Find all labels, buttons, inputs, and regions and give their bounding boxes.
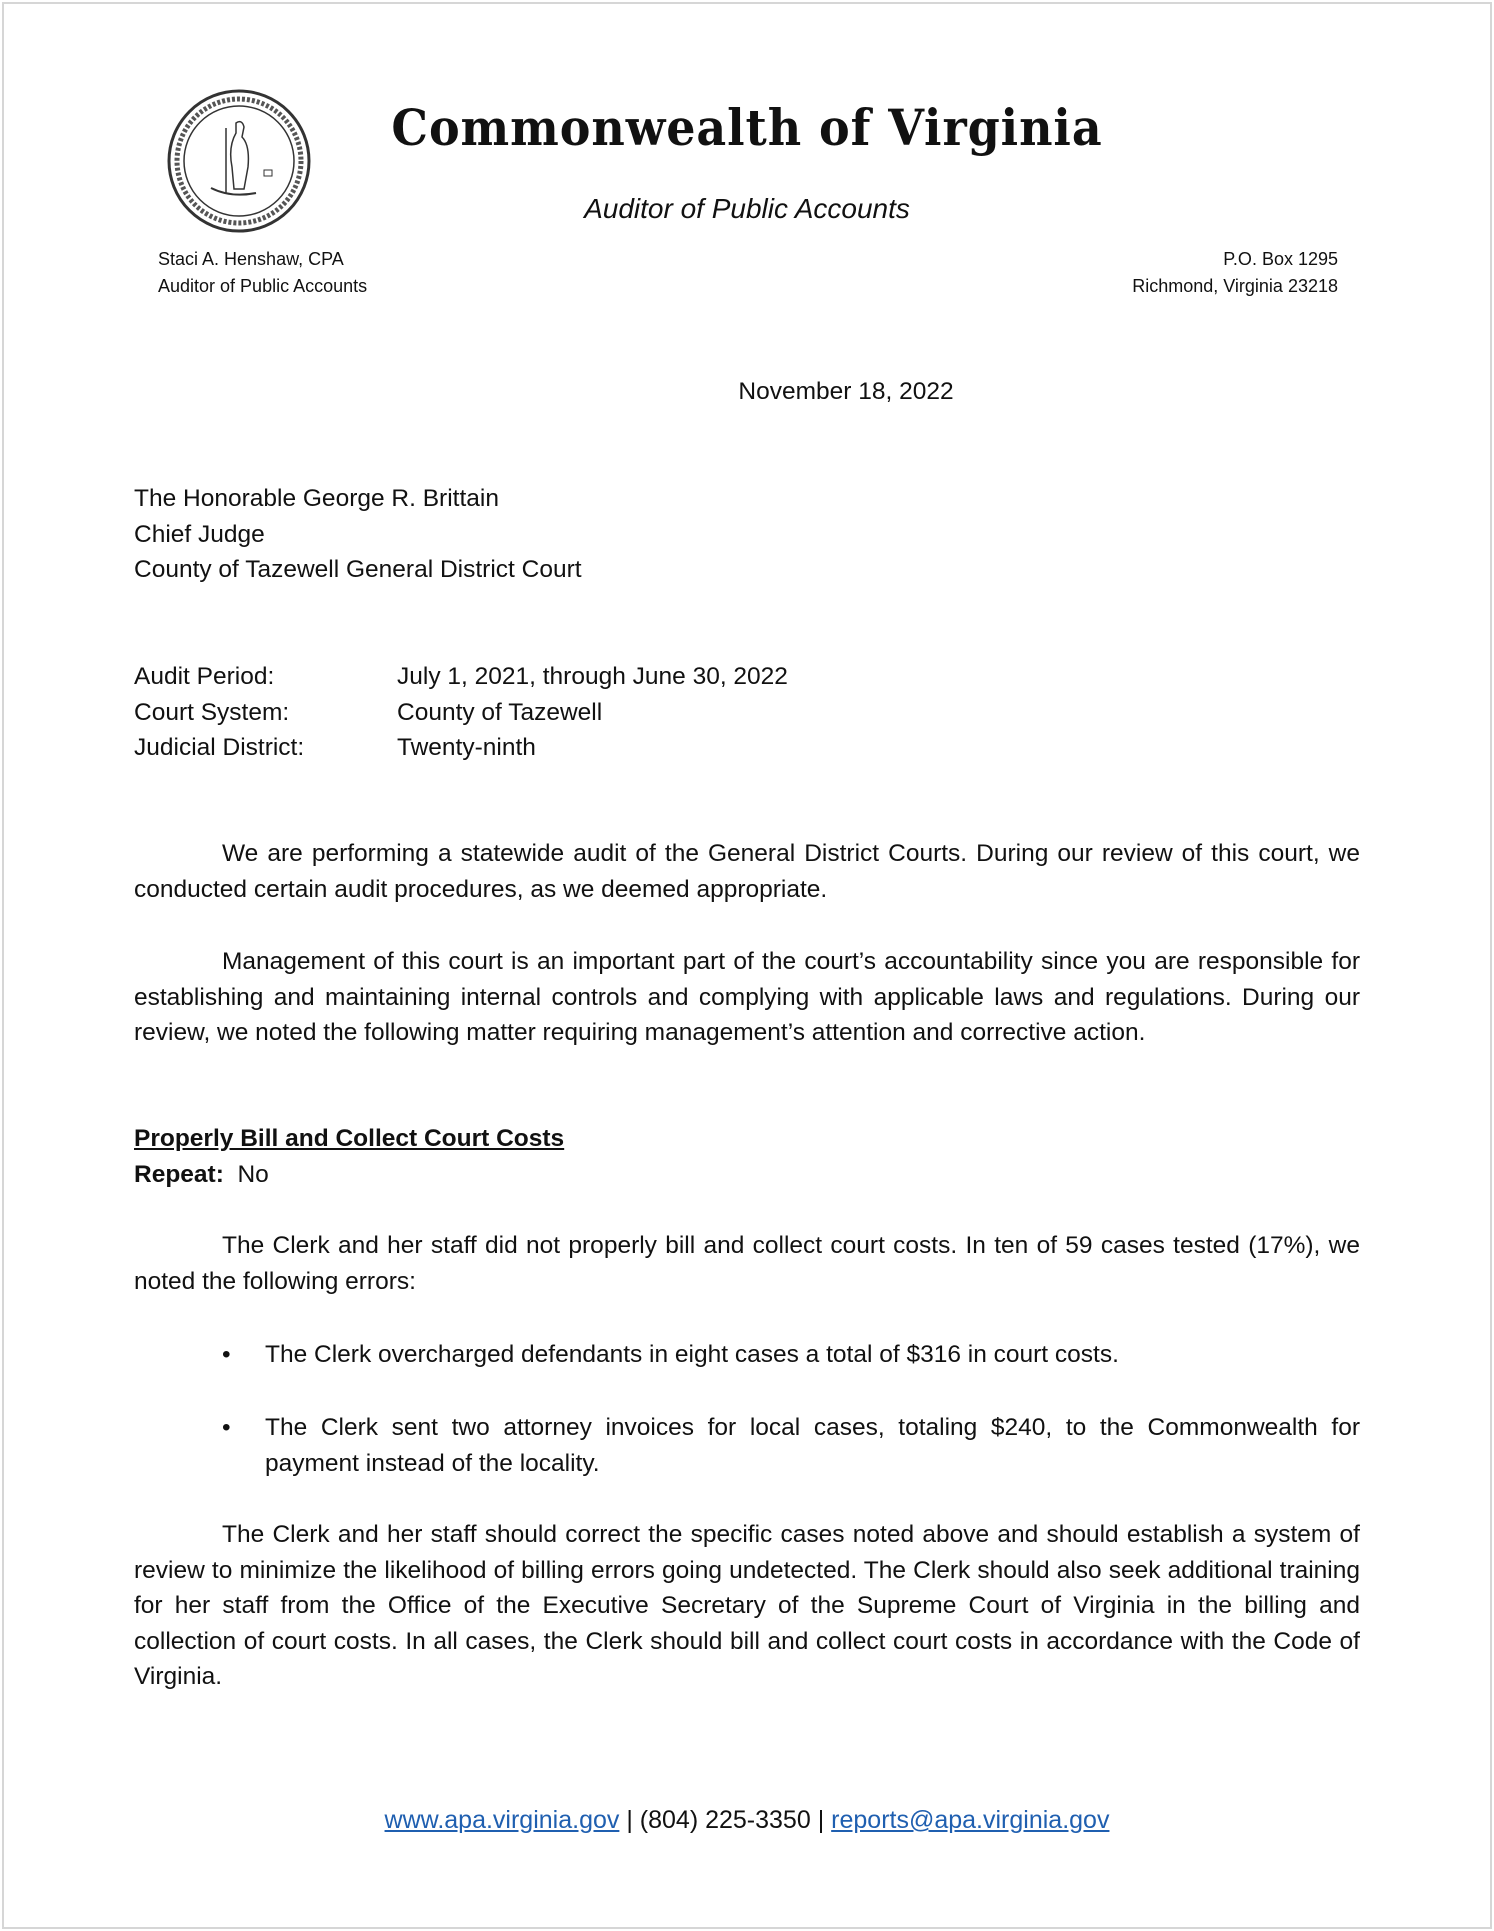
addressee-title: Chief Judge (134, 520, 265, 548)
label: Court System: (134, 698, 290, 726)
finding-heading: Properly Bill and Collect Court Costs (134, 1125, 565, 1152)
addressee-block (134, 481, 582, 588)
letterhead-subtitle: Auditor of Public Accounts (584, 193, 910, 224)
letterhead-title: Commonwealth of Virginia (391, 98, 1103, 157)
separator: | (817, 1806, 825, 1834)
court-system-row (134, 695, 788, 731)
letter-date: November 18, 2022 (738, 378, 954, 405)
website-link[interactable]: www.apa.virginia.gov (384, 1806, 620, 1834)
footer (0, 1806, 1494, 1835)
bullet-icon: • (222, 1414, 231, 1441)
auditor-block (158, 246, 367, 300)
bullet-icon: • (222, 1341, 231, 1368)
management-paragraph: Management of this court is an important part of the court’s accountability since you are responsible for establishing and maintaining internal controls and complying with applicable laws and regulations. During our review, we noted the following matter requiring management’s attention and corrective action. (134, 948, 1360, 1046)
finding-header (134, 1121, 564, 1192)
auditor-title: Auditor of Public Accounts (158, 276, 368, 296)
address-block (1132, 246, 1338, 300)
label: Judicial District: (134, 734, 305, 761)
value: County of Tazewell (397, 698, 603, 726)
label: Audit Period: (134, 663, 275, 690)
audit-info (134, 659, 788, 766)
intro-paragraph: We are performing a statewide audit of the General District Courts. During our review of this court, we conducted certain audit procedures, as we deemed appropriate. (134, 840, 1360, 903)
repeat-value: No (237, 1160, 269, 1188)
bullet-item: The Clerk overcharged defendants in eight cases a total of $316 in court costs. (265, 1341, 1119, 1368)
bullet-item: The Clerk sent two attorney invoices for local cases, totaling $240, to the Commonwealth for payment instead of the locality. (265, 1414, 1360, 1477)
judicial-district-row (134, 730, 788, 766)
phone-number: (804) 225-3350 (639, 1806, 811, 1834)
audit-period-row (134, 659, 788, 695)
addressee-court: County of Tazewell General District Court (134, 556, 582, 583)
addressee-name: The Honorable George R. Brittain (134, 485, 499, 512)
value: Twenty-ninth (397, 734, 536, 761)
email-link[interactable]: reports@apa.virginia.gov (831, 1806, 1110, 1834)
recommendation-paragraph: The Clerk and her staff should correct the specific cases noted above and should establish a system of review to minimize the likelihood of billing errors going undetected. The Clerk should also seek additional training for her staff from the Office of the Executive Secretary of the Supreme Court of Virginia in the billing and collection of court costs. In all cases, the Clerk should bill and collect court costs in accordance with the Code of Virginia. (134, 1521, 1360, 1690)
city-state-zip: Richmond, Virginia 23218 (1132, 276, 1338, 296)
value: July 1, 2021, through June 30, 2022 (397, 663, 788, 690)
po-box: P.O. Box 1295 (1223, 249, 1338, 269)
finding-intro: The Clerk and her staff did not properly bill and collect court costs. In ten of 59 cases tested (17%), we noted the following errors: (134, 1232, 1360, 1295)
separator: | (626, 1806, 633, 1834)
repeat-label: Repeat: (134, 1160, 224, 1188)
auditor-name: Staci A. Henshaw, CPA (158, 249, 344, 269)
